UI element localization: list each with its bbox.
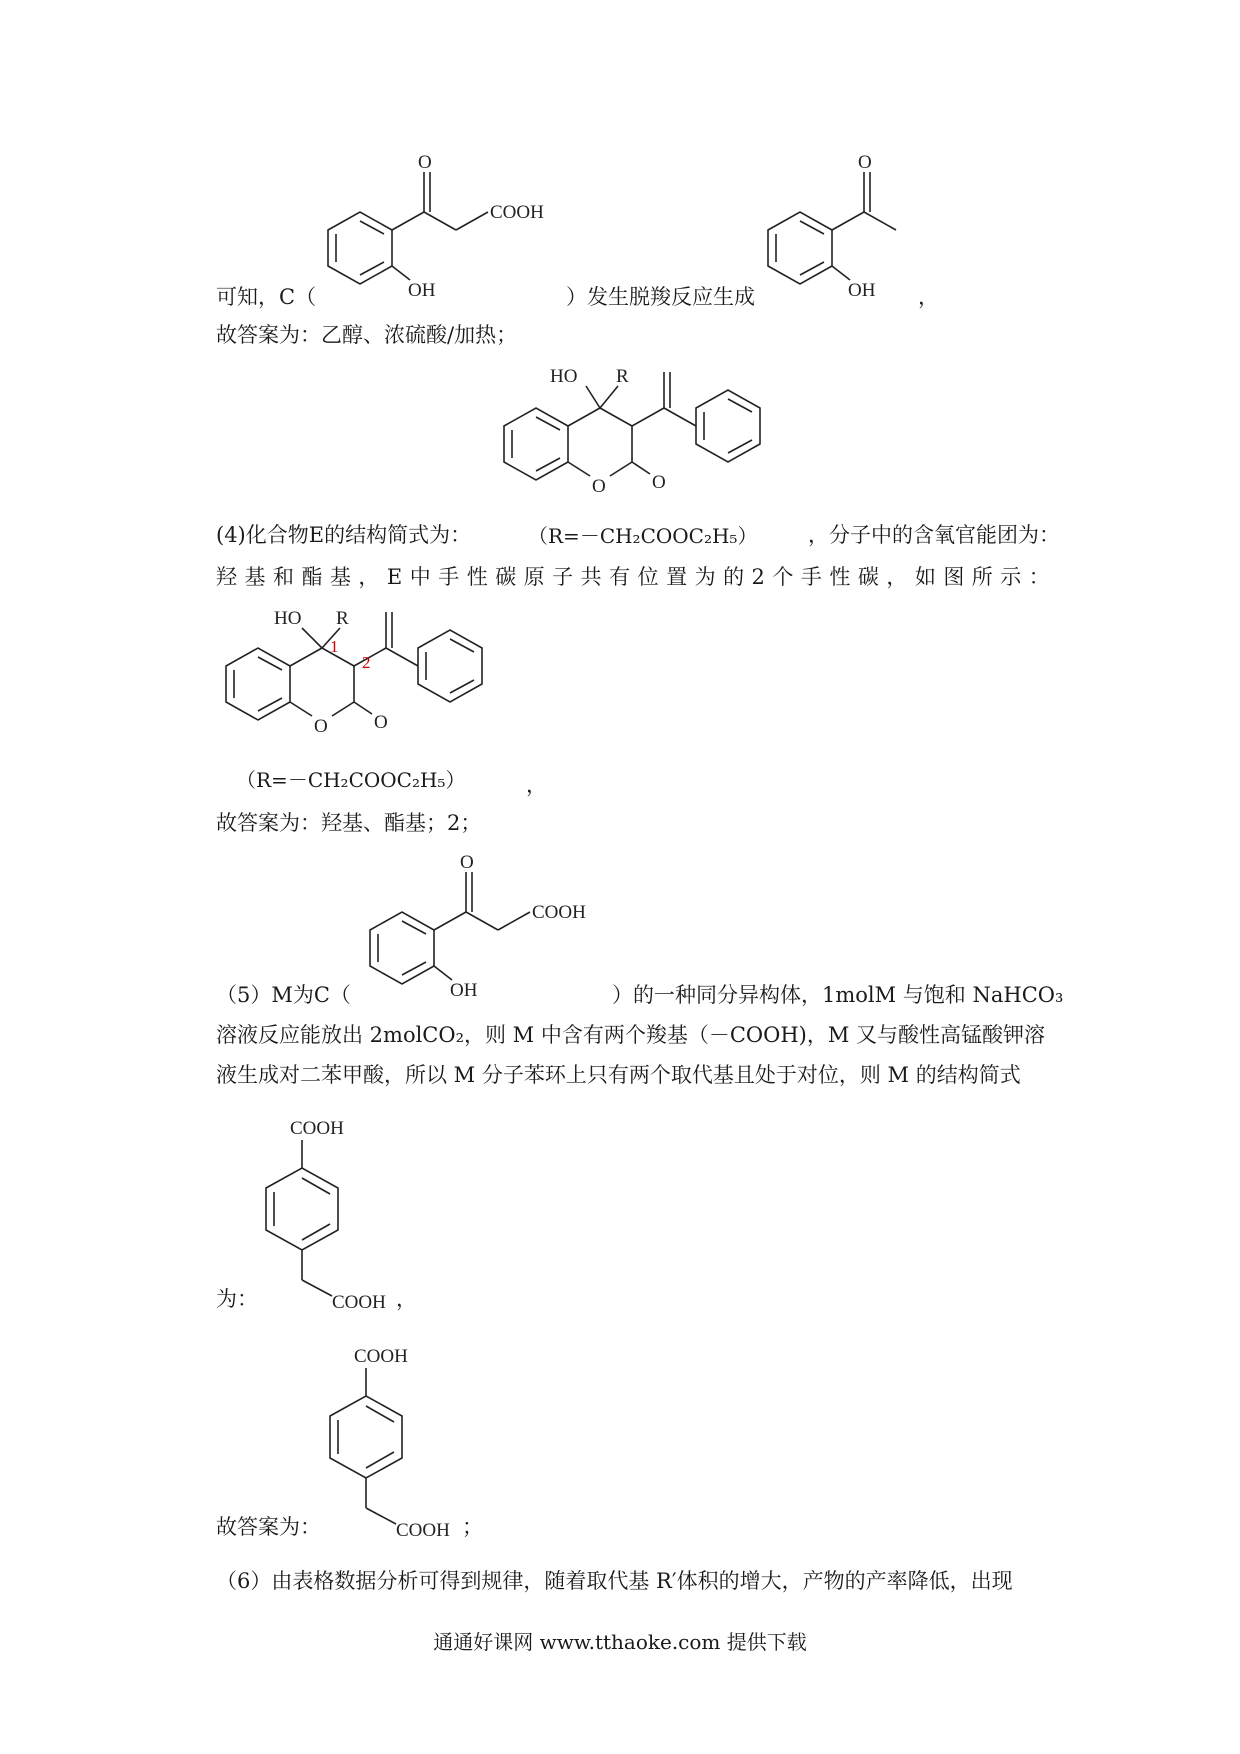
line-7-suffix: ）的一种同分异构体，1molM 与饱和 NaHCO₃ bbox=[612, 983, 1064, 1007]
r-substituent-note: （R=－CH₂COOC₂H₅） bbox=[528, 524, 758, 548]
line-12: （6）由表格数据分析可得到规律，随着取代基 R′体积的增大，产物的产率降低，出现 bbox=[216, 1569, 1013, 1593]
carbonyl-oxygen-label: O bbox=[652, 472, 666, 493]
structure-c-section5 bbox=[362, 850, 622, 1010]
line-1-end: ， bbox=[918, 285, 939, 309]
ho-label: HO bbox=[274, 608, 302, 629]
structure-c-top bbox=[320, 150, 580, 310]
oh-label: OH bbox=[450, 980, 478, 1001]
line-10: 为： bbox=[216, 1287, 258, 1311]
line-6: 故答案为：羟基、酯基；2； bbox=[216, 811, 482, 835]
structure-product bbox=[760, 150, 930, 310]
line-1: 可知，C（ bbox=[216, 285, 317, 309]
r-substituent-note-2: （R=－CH₂COOC₂H₅） bbox=[236, 768, 466, 792]
line-3-suffix: ，分子中的含氧官能团为： bbox=[808, 523, 1060, 547]
ring-oxygen-label: O bbox=[314, 716, 328, 737]
cooh-bottom-label: COOH bbox=[332, 1292, 386, 1313]
footer-text: 通通好课网 www.tthaoke.com 提供下载 bbox=[433, 1630, 807, 1654]
cooh-top-label: COOH bbox=[354, 1346, 408, 1367]
oxygen-label: O bbox=[418, 152, 432, 173]
r-label: R bbox=[336, 608, 349, 629]
cooh-bottom-label: COOH bbox=[396, 1520, 450, 1541]
structure-m-first bbox=[256, 1116, 416, 1316]
cooh-top-label: COOH bbox=[290, 1118, 344, 1139]
line-10-suffix: ， bbox=[396, 1287, 417, 1311]
chiral-mark-2: 2 bbox=[362, 653, 371, 672]
ho-label: HO bbox=[550, 366, 578, 387]
line-11: 故答案为： bbox=[216, 1515, 321, 1539]
oh-label: OH bbox=[848, 280, 876, 301]
cooh-label: COOH bbox=[532, 902, 586, 923]
r-label: R bbox=[616, 366, 629, 387]
chiral-mark-1: 1 bbox=[330, 637, 339, 656]
line-11-suffix: ； bbox=[462, 1515, 483, 1539]
oxygen-label: O bbox=[460, 852, 474, 873]
line-7: （5）M为C（ bbox=[216, 983, 351, 1007]
line-1-suffix: ）发生脱羧反应生成 bbox=[566, 285, 755, 309]
oh-label: OH bbox=[408, 280, 436, 301]
structure-m-second bbox=[320, 1344, 480, 1544]
carbonyl-oxygen-label: O bbox=[374, 712, 388, 733]
structure-e bbox=[500, 364, 810, 504]
line-3: (4)化合物E的结构简式为： bbox=[216, 523, 472, 547]
line-2: 故答案为：乙醇、浓硫酸/加热； bbox=[216, 323, 518, 347]
line-5-comma: ， bbox=[526, 773, 547, 797]
cooh-label: COOH bbox=[490, 202, 544, 223]
ring-oxygen-label: O bbox=[592, 476, 606, 497]
line-4: 羟 基 和 酯 基 ， E 中 手 性 碳 原 子 共 有 位 置 为 的 2 个 手 性 碳 ， 如 图 所 示 ： bbox=[216, 565, 1050, 589]
line-9: 液生成对二苯甲酸，所以 M 分子苯环上只有两个取代基且处于对位，则 M 的结构简式 bbox=[216, 1063, 1021, 1087]
line-8: 溶液反应能放出 2molCO₂，则 M 中含有两个羧基（－COOH)，M 又与酸性高锰酸钾溶 bbox=[216, 1023, 1046, 1047]
oxygen-label: O bbox=[858, 152, 872, 173]
structure-e-chiral bbox=[222, 604, 532, 744]
